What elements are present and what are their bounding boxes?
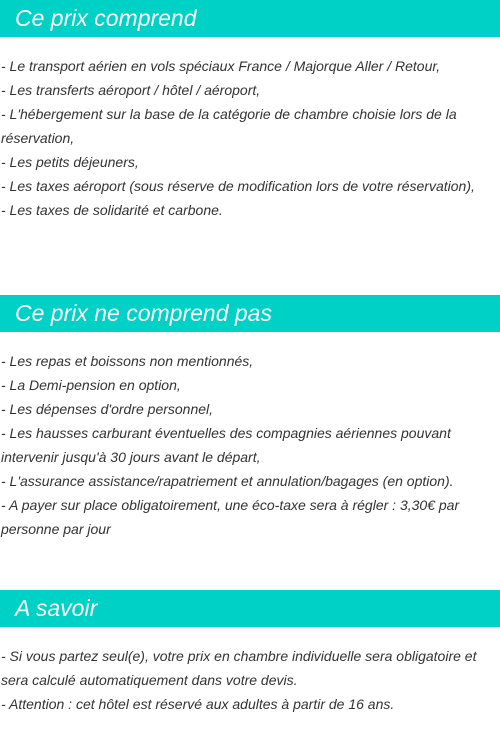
section-title: Ce prix comprend [0, 0, 500, 37]
list-item: - Les repas et boissons non mentionnés, [1, 353, 254, 369]
list-item: - Les petits déjeuners, [1, 154, 139, 170]
list-item: - L'assurance assistance/rapatriement et annulation/bagages (en option). [1, 473, 454, 489]
list-item: - Attention : cet hôtel est réservé aux adultes à partir de 16 ans. [1, 696, 395, 712]
list-item: - Les taxes de solidarité et carbone. [1, 202, 223, 218]
item-list [0, 349, 500, 541]
section-price-includes [0, 0, 500, 222]
list-item: - A payer sur place obligatoirement, une éco-taxe sera à régler : 3,30€ par personne par jour [1, 497, 460, 537]
list-item: - Les transferts aéroport / hôtel / aéroport, [1, 82, 261, 98]
item-list [0, 54, 500, 222]
list-item: - Les taxes aéroport (sous réserve de modification lors de votre réservation), [1, 178, 475, 194]
list-item: - L'hébergement sur la base de la catégorie de chambre choisie lors de la réservation, [1, 106, 457, 146]
list-item: - Le transport aérien en vols spéciaux France / Majorque Aller / Retour, [1, 58, 441, 74]
section-price-excludes [0, 295, 500, 541]
list-item: - La Demi-pension en option, [1, 377, 181, 393]
list-item: - Les dépenses d'ordre personnel, [1, 401, 214, 417]
section-title: Ce prix ne comprend pas [0, 295, 500, 332]
section-good-to-know [0, 590, 500, 716]
list-item: - Si vous partez seul(e), votre prix en chambre individuelle sera obligatoire et sera calculé automatiquement dans votre devis. [1, 648, 477, 688]
list-item: - Les hausses carburant éventuelles des compagnies aériennes pouvant intervenir jusqu'à 30 jours avant le départ, [1, 425, 451, 465]
item-list [0, 644, 500, 716]
section-title: A savoir [0, 590, 500, 627]
